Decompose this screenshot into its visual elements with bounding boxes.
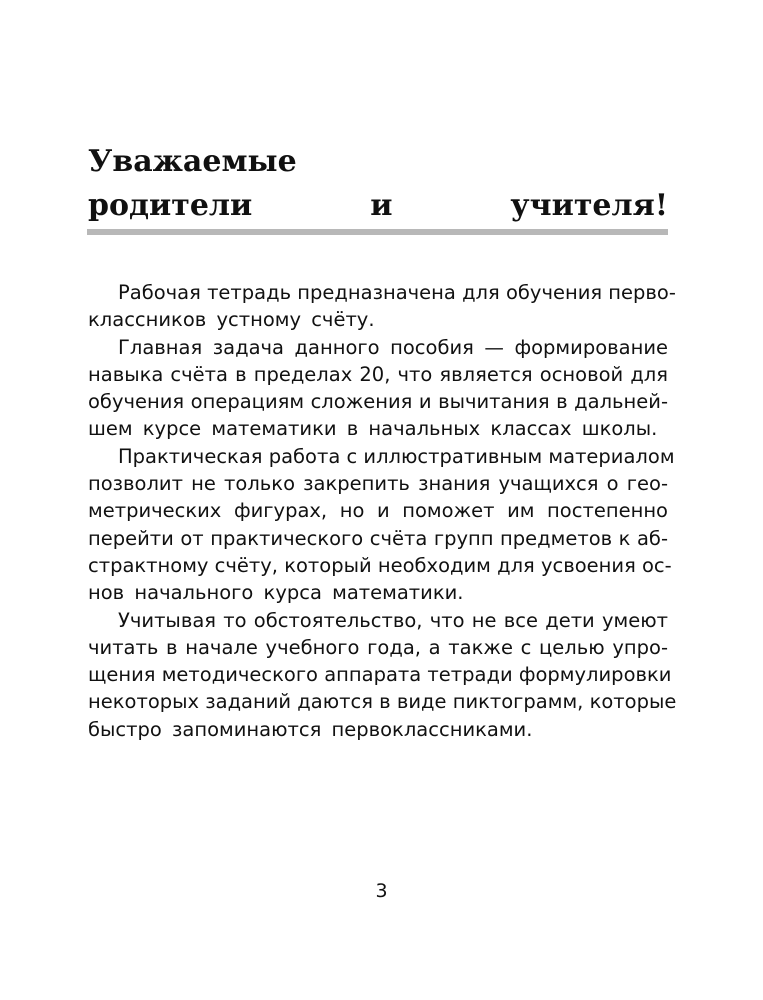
title-line-1: Уважаемые: [88, 144, 297, 179]
text-line: некоторых заданий даются в виде пиктограмм, которые: [88, 690, 677, 714]
text-line: навыка счёта в пределах 20, что является основой для: [88, 362, 668, 386]
text-line: позволит не только закрепить знания учащихся о гео-: [88, 472, 668, 496]
text-line: страктному счёту, который необходим для усвоения ос-: [88, 553, 672, 577]
text-line: Рабочая тетрадь предназначена для обучения перво-: [118, 281, 676, 304]
text-line: нов начального курса математики.: [88, 581, 464, 605]
text-line: метрических фигурах, но и поможет им постепенно: [88, 499, 668, 523]
text-line: Практическая работа с иллюстративным материалом: [118, 444, 675, 468]
paragraph-3: [88, 443, 675, 607]
title-line-2: родители и учителя!: [88, 188, 668, 223]
paragraph-4: [88, 607, 677, 743]
text-line: Учитывая то обстоятельство, что не все дети умеют: [118, 608, 668, 632]
page-number: 3: [375, 880, 388, 902]
paragraph-1: [88, 279, 676, 334]
text-line: классников устному счёту.: [88, 308, 375, 332]
text-line: перейти от практического счёта групп предметов к аб-: [88, 526, 668, 550]
text-line: быстро запоминаются первоклассниками.: [88, 717, 533, 741]
body-text: [88, 279, 677, 743]
paragraph-2: [88, 334, 668, 443]
text-line: шем курсе математики в начальных классах школы.: [88, 417, 658, 441]
text-line: Главная задача данного пособия — формирование: [118, 335, 668, 359]
page-title: [88, 140, 668, 228]
text-line: читать в начале учебного года, а также с целью упро-: [88, 635, 668, 659]
title-divider: [87, 229, 668, 235]
text-line: обучения операциям сложения и вычитания в дальней-: [88, 390, 668, 414]
text-line: щения методического аппарата тетради формулировки: [88, 663, 672, 687]
